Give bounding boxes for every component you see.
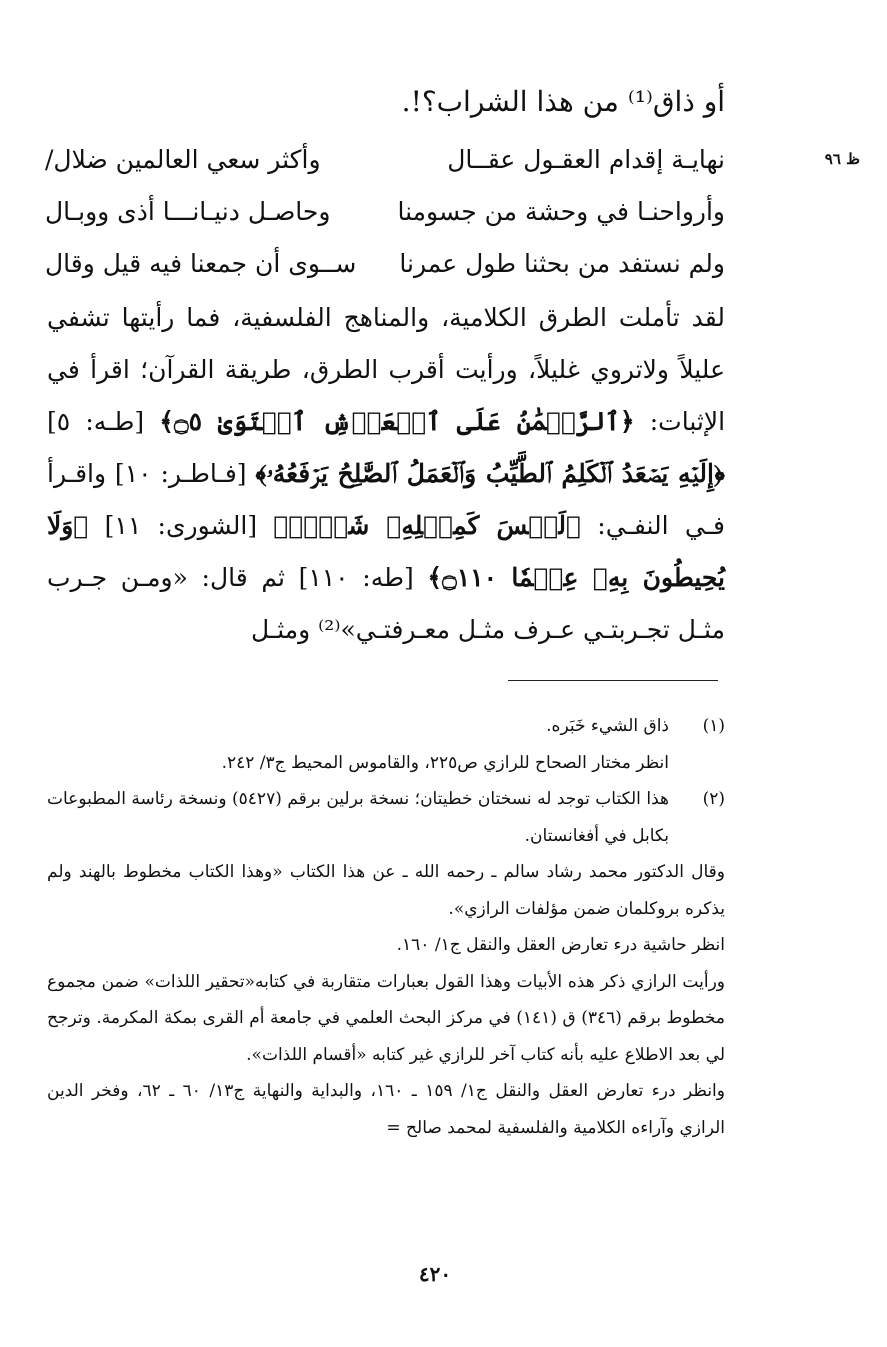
quran-verse: ﴿ٱلرَّحۡمَٰنُ عَلَى ٱلۡعَرۡشِ ٱسۡتَوَىٰ ۝٥﴾ bbox=[159, 407, 635, 436]
verse-hemistich-second: وأكثر سعي العالمين ضلال/ bbox=[45, 145, 321, 174]
verse-hemistich-second: ســوى أن جمعنا فيه قيل وقال bbox=[45, 249, 357, 278]
verse-line bbox=[45, 240, 725, 288]
footnotes bbox=[47, 708, 725, 1146]
quran-verse: ﴿إِلَيۡهِ يَصۡعَدُ ٱلۡكَلِمُ ٱلطَّيِّبُ وَٱلۡعَمَلُ ٱلصَّٰلِحُ يَرۡفَعُهُۥ﴾ bbox=[255, 459, 725, 488]
paragraph-text: لقد تأملت الطرق الكلامية، والمناهج الفلسفية، فما رأيتها تشفي عليلاً ولاتروي غليلاً، ورأيت أقرب الطرق، طريقة القرآن؛ اقرأ في الإثبات: bbox=[47, 303, 726, 436]
verse-line bbox=[45, 136, 725, 184]
footnote-line: وقال الدكتور محمد رشاد سالم ـ رحمه الله ـ عن هذا الكتاب «وهذا الكتاب مخطوط بالهند ولم يذكره بروكلمان ضمن مؤلفات الرازي». bbox=[47, 862, 725, 919]
quran-reference: [فـاطـر: ١٠] واقـرأ فـي النفـي: bbox=[47, 459, 725, 540]
quran-reference: [طـه: ٥] bbox=[47, 407, 145, 436]
footnote-2 bbox=[47, 781, 725, 854]
verse-hemistich-first: نهايـة إقدام العقـول عقــال bbox=[447, 145, 725, 174]
quran-verse: ﴿لَيۡسَ كَمِثۡلِهِۦ شَيۡءٞ﴾ bbox=[273, 511, 581, 540]
quran-verse: ﴿وَلَا يُحِيطُونَ بِهِۦ عِلۡمٗا ۝١١٠﴾ bbox=[47, 511, 726, 592]
main-paragraph bbox=[47, 292, 725, 656]
footnote-separator bbox=[508, 680, 718, 681]
footnote-number: (٢) bbox=[702, 789, 725, 809]
paragraph-text: [طه: ١١٠] ثم قال: «ومـن جـرب مثـل تجـربتـي عـرف مثـل معـرفتـي»⁽²⁾ ومثـل bbox=[47, 563, 725, 644]
footnote-2-continued bbox=[47, 854, 725, 1146]
verse-hemistich-second: وحاصـل دنيـانـــا أذى ووبـال bbox=[45, 197, 331, 226]
page-number: ٤٢٠ bbox=[418, 1262, 452, 1286]
footnote-line: هذا الكتاب توجد له نسختان خطيتان؛ نسخة برلين برقم (٥٤٢٧) ونسخة رئاسة المطبوعات بكابل في أفغانستان. bbox=[47, 789, 669, 846]
opening-line: أو ذاق⁽¹⁾ من هذا الشراب؟!. bbox=[401, 85, 725, 118]
verse-hemistich-first: ولم نستفد من بحثنا طول عمرنا bbox=[399, 249, 725, 278]
quran-reference: [الشورى: ١١] bbox=[104, 511, 258, 540]
footnote-line: انظر مختار الصحاح للرازي ص٢٢٥، والقاموس المحيط ج٣/ ٢٤٢. bbox=[221, 752, 669, 773]
footnote-line: وانظر درء تعارض العقل والنقل ج١/ ١٥٩ ـ ١٦٠، والبداية والنهاية ج١٣/ ٦٠ ـ ٦٢، وفخر الدين الرازي وآراءه الكلامية والفلسفية لمحمد صالح = bbox=[47, 1081, 725, 1138]
footnote-line: ورأيت الرازي ذكر هذه الأبيات وهذا القول بعبارات متقاربة في كتابه«تحقير اللذات» ضمن مجموع مخطوط برقم (٣٤٦) ق (١٤١) في مركز البحث العلمي في جامعة أم القرى بمكة المكرمة. وترجح لي بعد الاطلاع عليه بأنه كتاب آخر للرازي غير كتابه «أقسام اللذات». bbox=[47, 971, 726, 1065]
margin-folio-mark: ظ ٩٦ bbox=[824, 150, 860, 168]
footnote-line: انظر حاشية درء تعارض العقل والنقل ج١/ ١٦٠. bbox=[396, 935, 725, 955]
footnote-1 bbox=[47, 708, 725, 781]
verse-line bbox=[45, 188, 725, 236]
footnote-number: (١) bbox=[702, 716, 725, 736]
footnote-line: ذاق الشيء خَبَره. bbox=[546, 716, 669, 736]
verse-hemistich-first: وأرواحنـا في وحشة من جسومنا bbox=[397, 197, 725, 226]
